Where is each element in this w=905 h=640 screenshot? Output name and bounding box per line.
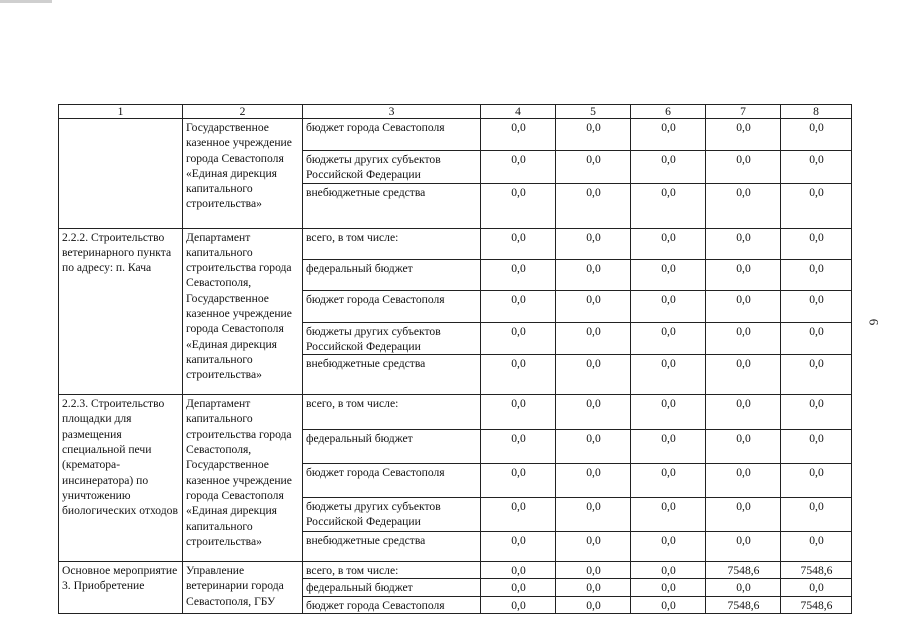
value-cell: 0,0 bbox=[781, 498, 852, 532]
value-cell: 0,0 bbox=[631, 119, 706, 151]
activity-cell: 2.2.3. Строительство площадки для размещения специальной печи (крематора-инсинератора) по уничтожению биологических отходов bbox=[59, 395, 183, 562]
value-cell: 0,0 bbox=[481, 562, 556, 579]
scan-edge-mark bbox=[0, 0, 52, 3]
value-cell: 0,0 bbox=[556, 498, 631, 532]
value-cell: 0,0 bbox=[781, 322, 852, 355]
executor-cell: Департамент капитального строительства города Севастополя, Государственное казенное учреждение города Севастополя «Единая дирекция капитального строительства» bbox=[183, 228, 303, 395]
funding-source: внебюджетные средства bbox=[303, 355, 481, 395]
value-cell: 0,0 bbox=[631, 228, 706, 259]
funding-source: всего, в том числе: bbox=[303, 395, 481, 430]
value-cell: 0,0 bbox=[631, 395, 706, 430]
value-cell: 0,0 bbox=[481, 596, 556, 613]
value-cell: 0,0 bbox=[481, 259, 556, 290]
value-cell: 0,0 bbox=[631, 290, 706, 322]
header-row bbox=[59, 105, 852, 119]
funding-source: бюджеты других субъектов Российской Федерации bbox=[303, 498, 481, 532]
value-cell: 0,0 bbox=[706, 228, 781, 259]
funding-source: всего, в том числе: bbox=[303, 562, 481, 579]
funding-source: федеральный бюджет bbox=[303, 259, 481, 290]
value-cell: 0,0 bbox=[631, 151, 706, 184]
value-cell: 0,0 bbox=[706, 183, 781, 228]
column-header: 6 bbox=[631, 105, 706, 119]
budget-table bbox=[58, 104, 852, 614]
value-cell: 0,0 bbox=[481, 183, 556, 228]
value-cell: 0,0 bbox=[631, 532, 706, 562]
value-cell: 0,0 bbox=[631, 579, 706, 596]
value-cell: 0,0 bbox=[706, 395, 781, 430]
value-cell: 0,0 bbox=[781, 355, 852, 395]
value-cell: 0,0 bbox=[781, 183, 852, 228]
executor-cell: Государственное казенное учреждение города Севастополя «Единая дирекция капитального строительства» bbox=[183, 119, 303, 229]
value-cell: 0,0 bbox=[706, 532, 781, 562]
table-row bbox=[59, 562, 852, 579]
value-cell: 0,0 bbox=[631, 322, 706, 355]
value-cell: 0,0 bbox=[481, 498, 556, 532]
value-cell: 0,0 bbox=[781, 259, 852, 290]
value-cell: 0,0 bbox=[781, 579, 852, 596]
value-cell: 0,0 bbox=[556, 596, 631, 613]
value-cell: 0,0 bbox=[556, 395, 631, 430]
value-cell: 0,0 bbox=[481, 290, 556, 322]
value-cell: 0,0 bbox=[556, 119, 631, 151]
funding-source: бюджет города Севастополя bbox=[303, 596, 481, 613]
value-cell: 0,0 bbox=[556, 151, 631, 184]
page-number: 6 bbox=[866, 318, 882, 326]
value-cell: 7548,6 bbox=[781, 562, 852, 579]
value-cell: 0,0 bbox=[781, 430, 852, 464]
value-cell: 0,0 bbox=[556, 290, 631, 322]
value-cell: 0,0 bbox=[631, 430, 706, 464]
funding-source: всего, в том числе: bbox=[303, 228, 481, 259]
value-cell: 0,0 bbox=[631, 596, 706, 613]
column-header: 4 bbox=[481, 105, 556, 119]
value-cell: 0,0 bbox=[706, 119, 781, 151]
value-cell: 0,0 bbox=[481, 322, 556, 355]
funding-source: федеральный бюджет bbox=[303, 430, 481, 464]
value-cell: 0,0 bbox=[781, 228, 852, 259]
value-cell: 0,0 bbox=[556, 562, 631, 579]
value-cell: 0,0 bbox=[781, 464, 852, 498]
table-row bbox=[59, 395, 852, 430]
value-cell: 0,0 bbox=[556, 579, 631, 596]
activity-cell: 2.2.2. Строительство ветеринарного пункта по адресу: п. Кача bbox=[59, 228, 183, 395]
value-cell: 0,0 bbox=[706, 151, 781, 184]
value-cell: 0,0 bbox=[706, 430, 781, 464]
funding-source: бюджет города Севастополя bbox=[303, 119, 481, 151]
column-header: 7 bbox=[706, 105, 781, 119]
funding-source: федеральный бюджет bbox=[303, 579, 481, 596]
value-cell: 0,0 bbox=[556, 322, 631, 355]
funding-source: бюджет города Севастополя bbox=[303, 464, 481, 498]
value-cell: 7548,6 bbox=[781, 596, 852, 613]
value-cell: 0,0 bbox=[631, 562, 706, 579]
column-header: 2 bbox=[183, 105, 303, 119]
value-cell: 0,0 bbox=[631, 464, 706, 498]
value-cell: 0,0 bbox=[556, 259, 631, 290]
table-row bbox=[59, 119, 852, 151]
value-cell: 0,0 bbox=[556, 355, 631, 395]
funding-source: бюджет города Севастополя bbox=[303, 290, 481, 322]
value-cell: 0,0 bbox=[781, 290, 852, 322]
funding-source: внебюджетные средства bbox=[303, 183, 481, 228]
value-cell: 0,0 bbox=[781, 532, 852, 562]
value-cell: 0,0 bbox=[631, 183, 706, 228]
value-cell: 0,0 bbox=[706, 498, 781, 532]
value-cell: 0,0 bbox=[481, 464, 556, 498]
value-cell: 0,0 bbox=[781, 151, 852, 184]
value-cell: 7548,6 bbox=[706, 562, 781, 579]
value-cell: 0,0 bbox=[706, 259, 781, 290]
column-header: 5 bbox=[556, 105, 631, 119]
value-cell: 0,0 bbox=[481, 579, 556, 596]
value-cell: 0,0 bbox=[481, 151, 556, 184]
value-cell: 0,0 bbox=[556, 430, 631, 464]
column-header: 1 bbox=[59, 105, 183, 119]
executor-cell: Департамент капитального строительства города Севастополя, Государственное казенное учреждение города Севастополя «Единая дирекция капитального строительства» bbox=[183, 395, 303, 562]
executor-cell: Управление ветеринарии города Севастополя, ГБУ bbox=[183, 562, 303, 614]
column-header: 3 bbox=[303, 105, 481, 119]
value-cell: 0,0 bbox=[481, 430, 556, 464]
value-cell: 0,0 bbox=[481, 395, 556, 430]
value-cell: 0,0 bbox=[556, 183, 631, 228]
funding-source: бюджеты других субъектов Российской Федерации bbox=[303, 151, 481, 184]
value-cell: 0,0 bbox=[631, 498, 706, 532]
value-cell: 0,0 bbox=[781, 395, 852, 430]
value-cell: 0,0 bbox=[556, 228, 631, 259]
value-cell: 0,0 bbox=[481, 119, 556, 151]
column-header: 8 bbox=[781, 105, 852, 119]
value-cell: 0,0 bbox=[556, 532, 631, 562]
value-cell: 0,0 bbox=[481, 355, 556, 395]
value-cell: 0,0 bbox=[556, 464, 631, 498]
value-cell: 0,0 bbox=[706, 290, 781, 322]
value-cell: 0,0 bbox=[706, 579, 781, 596]
activity-cell: Основное мероприятие 3. Приобретение bbox=[59, 562, 183, 614]
activity-cell bbox=[59, 119, 183, 229]
value-cell: 0,0 bbox=[706, 322, 781, 355]
value-cell: 7548,6 bbox=[706, 596, 781, 613]
value-cell: 0,0 bbox=[481, 228, 556, 259]
value-cell: 0,0 bbox=[781, 119, 852, 151]
funding-source: внебюджетные средства bbox=[303, 532, 481, 562]
value-cell: 0,0 bbox=[631, 355, 706, 395]
funding-source: бюджеты других субъектов Российской Федерации bbox=[303, 322, 481, 355]
value-cell: 0,0 bbox=[706, 464, 781, 498]
table-row bbox=[59, 228, 852, 259]
value-cell: 0,0 bbox=[706, 355, 781, 395]
value-cell: 0,0 bbox=[481, 532, 556, 562]
value-cell: 0,0 bbox=[631, 259, 706, 290]
